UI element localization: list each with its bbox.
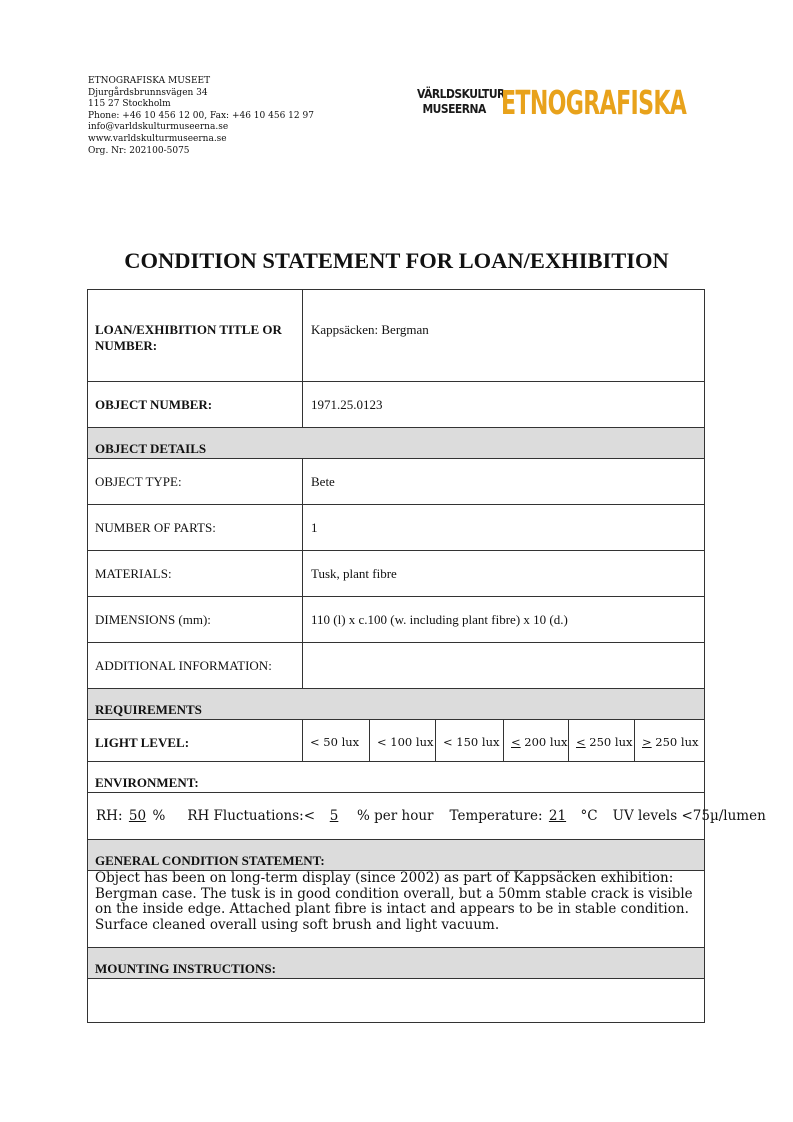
light-option: < 50 lux (310, 735, 360, 749)
temperature-unit: °C (580, 808, 598, 824)
uv-levels: UV levels <75µ/lumen (612, 808, 766, 824)
address-line: Org. Nr: 202100-5075 (88, 145, 190, 156)
rh-value: 50 (128, 808, 147, 824)
rh-fluctuations-label: RH Fluctuations:< (187, 808, 316, 824)
row-light-level (88, 720, 704, 762)
page-title: CONDITION STATEMENT FOR LOAN/EXHIBITION (124, 248, 669, 273)
light-option: < 100 lux (369, 720, 435, 761)
section-heading: ENVIRONMENT: (95, 775, 199, 790)
general-condition-text: Object has been on long-term display (since 2002) as part of Kappsäcken exhibition: Bergman case. The tusk is in good condition overall, but a 50mm stable crack is visible on the inside edge. Attached plant fibre is intact and appears to be in stable condition. Surface cleaned overall using soft brush and light vacuum. (95, 870, 693, 933)
light-option: > 250 lux (634, 720, 704, 761)
additional-info-value (303, 643, 704, 688)
additional-info-label: ADDITIONAL INFORMATION: (88, 643, 303, 688)
row-environment-values (88, 793, 766, 840)
address-line: 115 27 Stockholm (88, 99, 171, 110)
rh-fluctuations-value: 5 (329, 808, 339, 824)
address-line: info@varldskulturmuseerna.se (88, 122, 229, 133)
light-option: < 150 lux (435, 720, 503, 761)
row-additional-info (88, 643, 704, 689)
rh-fluctuations-unit: % per hour (357, 808, 434, 824)
environment-values (96, 793, 766, 839)
address-line: Djurgårdsbrunnsvägen 34 (88, 87, 208, 98)
object-number-label: OBJECT NUMBER: (88, 382, 303, 427)
parts-value: 1 (311, 519, 318, 535)
dimensions-value: 110 (l) x c.100 (w. including plant fibre) x 10 (d.) (311, 611, 568, 627)
row-materials (88, 551, 704, 597)
section-environment (88, 762, 704, 793)
logo-wordmark-small (417, 86, 505, 116)
address-line: Phone: +46 10 456 12 00, Fax: +46 10 456 12 97 (88, 110, 314, 121)
loan-title-value: Kappsäcken: Bergman (311, 322, 429, 337)
address-line: www.varldskulturmuseerna.se (88, 133, 227, 144)
logo-line1: VÄRLDSKULTUR (417, 86, 505, 101)
temperature-value: 21 (548, 808, 567, 824)
loan-title-label: LOAN/EXHIBITION TITLE OR NUMBER: (88, 290, 303, 381)
light-option: < 200 lux (503, 720, 568, 761)
object-number-value: 1971.25.0123 (311, 396, 383, 412)
dimensions-label: DIMENSIONS (mm): (88, 597, 303, 642)
section-object-details (88, 428, 704, 459)
row-number-of-parts (88, 505, 704, 551)
rh-unit: % (152, 808, 166, 824)
section-requirements (88, 689, 704, 720)
section-heading: GENERAL CONDITION STATEMENT: (95, 853, 325, 868)
materials-value: Tusk, plant fibre (311, 565, 397, 581)
materials-label: MATERIALS: (88, 551, 303, 596)
logo-wordmark-big: ETNOGRAFISKA (501, 83, 687, 122)
parts-label: NUMBER OF PARTS: (88, 505, 303, 550)
row-object-number (88, 382, 704, 428)
address-line: ETNOGRAFISKA MUSEET (88, 76, 211, 86)
object-type-label: OBJECT TYPE: (88, 459, 303, 504)
row-dimensions (88, 597, 704, 643)
section-heading: OBJECT DETAILS (95, 441, 207, 456)
rh-label: RH: (96, 808, 123, 824)
row-loan-title (88, 290, 704, 382)
row-mounting-text (88, 979, 704, 1022)
light-level-label: LIGHT LEVEL: (88, 720, 303, 761)
section-general-condition (88, 840, 704, 871)
condition-form-table (87, 289, 766, 1023)
row-general-condition-text (88, 871, 704, 948)
light-option: < 250 lux (568, 720, 634, 761)
section-heading: MOUNTING INSTRUCTIONS: (95, 961, 276, 976)
object-type-value: Bete (311, 473, 335, 489)
temperature-label: Temperature: (449, 808, 543, 824)
museum-address (88, 76, 314, 157)
section-mounting-instructions (88, 948, 704, 979)
row-object-type (88, 459, 704, 505)
logo-line2: MUSEERNA (422, 101, 486, 116)
section-heading: REQUIREMENTS (95, 702, 202, 717)
